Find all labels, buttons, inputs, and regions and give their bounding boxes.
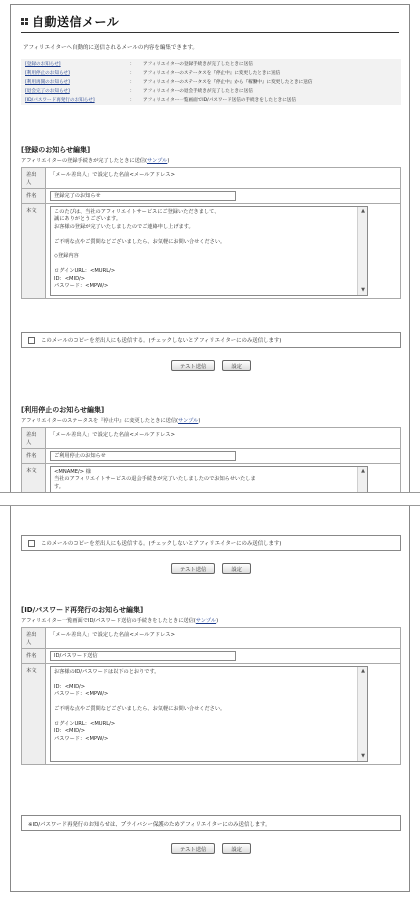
- suspend-actions: [11, 563, 411, 574]
- register-section: [21, 145, 401, 299]
- save-button[interactable]: 設定: [222, 360, 251, 371]
- body-line: お客様の登録が完了いたしましたのでご連絡申し上げます。: [54, 223, 194, 230]
- body-line: <MNAME/> 様: [54, 469, 91, 475]
- email-settings-panel: [10, 4, 410, 492]
- summary-link[interactable]: [利用停止のお知らせ]: [25, 70, 70, 76]
- email-form: [21, 427, 401, 492]
- vertical-scrollbar[interactable]: [357, 207, 367, 295]
- subject-label: 件名: [22, 449, 46, 464]
- summary-separator: ：: [129, 79, 135, 85]
- body-line: ID：<MID/>: [54, 275, 86, 282]
- section-description: アフィリエイターの登録手続きが完了したときに送信(サンプル): [21, 158, 170, 164]
- test-send-button[interactable]: テスト送信: [171, 360, 215, 371]
- test-send-button[interactable]: テスト送信: [171, 563, 215, 574]
- section-description: アフィリエイターのステータスを『停止中』に変更したときに送信(サンプル): [21, 418, 201, 424]
- body-line: ログインURL：<MURL/>: [54, 720, 116, 727]
- vertical-scrollbar[interactable]: [357, 667, 367, 761]
- body-line: [54, 676, 353, 683]
- page-title: 自動送信メール: [32, 15, 120, 29]
- email-settings-panel: [10, 506, 410, 892]
- sender-value: 「メール差出人」で設定した名前<メールアドレス>: [46, 428, 401, 449]
- body-line: このたびは、当社のアフィリエイトサービスにご登録いただきまして、: [54, 209, 220, 215]
- page-intro: アフィリエイターへ自動的に送信されるメールの内容を編集できます。: [23, 45, 198, 51]
- summary-separator: ：: [129, 89, 135, 95]
- title-divider: [21, 32, 399, 33]
- body-line: ◇登録内容: [54, 253, 79, 260]
- save-button[interactable]: 設定: [222, 843, 251, 854]
- scroll-up-icon[interactable]: ▲: [361, 208, 365, 214]
- reissue-section: [21, 605, 401, 765]
- body-line: パスワード：<MPW/>: [54, 283, 109, 290]
- subject-label: 件名: [22, 649, 46, 664]
- body-line: [54, 713, 353, 720]
- copy-to-sender-label: このメールのコピーを差出人にも送信する。(チェックしないとアフィリエイターにのみ送信します): [41, 541, 282, 547]
- scroll-down-icon[interactable]: ▼: [361, 753, 365, 759]
- summary-description: アフィリエイターの登録手続きが完了したときに送信: [143, 61, 253, 67]
- body-line: 当社のアフィリエイトサービスの退会手続きが完了いたしましたのでお知らせいたしま: [54, 476, 256, 483]
- body-line: ID：<MID/>: [54, 728, 86, 735]
- sender-label: 差出人: [22, 628, 46, 649]
- summary-link[interactable]: [登録のお知らせ]: [25, 61, 61, 67]
- copy-to-sender-option: [21, 332, 401, 348]
- section-description: アフィリエイター一覧画面でID/パスワード送信の手続きをしたときに送信(サンプル): [21, 618, 219, 624]
- sample-link[interactable]: サンプル: [147, 158, 168, 164]
- section-title: [利用停止のお知らせ編集]: [21, 406, 105, 414]
- summary-row: [21, 87, 401, 96]
- body-label: 本文: [22, 204, 46, 299]
- summary-row: [21, 59, 401, 68]
- summary-link[interactable]: [退会完了のお知らせ]: [25, 89, 70, 95]
- body-line: [54, 246, 353, 253]
- save-button[interactable]: 設定: [222, 563, 251, 574]
- body-line: お客様のID/パスワードは以下のとおりです。: [54, 669, 160, 675]
- sender-value: 「メール差出人」で設定した名前<メールアドレス>: [46, 168, 401, 189]
- privacy-note: ※ID/パスワード再発行のお知らせは、プライバシー保護のためアフィリエイターにのみ送信します。: [21, 815, 401, 831]
- grid-icon: [21, 18, 28, 25]
- summary-separator: ：: [129, 98, 135, 104]
- test-send-button[interactable]: テスト送信: [171, 843, 215, 854]
- body-line: [54, 699, 353, 706]
- body-line: ログインURL：<MURL/>: [54, 268, 116, 275]
- subject-input[interactable]: ID/パスワード送信: [50, 651, 236, 661]
- summary-description: アフィリエイターの退会手続きが完了したときに送信: [143, 89, 253, 95]
- copy-to-sender-label: このメールのコピーを差出人にも送信する。(チェックしないとアフィリエイターにのみ送信します): [41, 338, 282, 344]
- subject-input[interactable]: 登録完了のお知らせ: [50, 191, 236, 201]
- summary-separator: ：: [129, 61, 135, 67]
- scroll-up-icon[interactable]: ▲: [361, 468, 365, 474]
- body-label: 本文: [22, 664, 46, 765]
- screenshot-separator: [0, 492, 420, 506]
- sender-label: 差出人: [22, 428, 46, 449]
- summary-row: [21, 68, 401, 77]
- sample-link[interactable]: サンプル: [178, 418, 199, 424]
- body-textarea[interactable]: [50, 206, 368, 296]
- summary-separator: ：: [129, 70, 135, 76]
- body-line: [54, 231, 353, 238]
- screenshot-frame-bottom: [0, 506, 420, 898]
- body-line: パスワード：<MPW/>: [54, 735, 109, 742]
- body-textarea[interactable]: [50, 466, 368, 492]
- section-title: [登録のお知らせ編集]: [21, 146, 91, 154]
- summary-row: [21, 96, 401, 105]
- scroll-down-icon[interactable]: ▼: [361, 287, 365, 293]
- body-line: パスワード：<MPW/>: [54, 691, 109, 698]
- section-title: [ID/パスワード再発行のお知らせ編集]: [21, 606, 144, 614]
- reissue-actions: [11, 843, 411, 854]
- summary-link[interactable]: [利用再開のお知らせ]: [25, 79, 70, 85]
- summary-row: [21, 77, 401, 86]
- body-line: ご不明な点やご質問などございましたら、お気軽にお問い合せください。: [54, 238, 226, 245]
- subject-input[interactable]: ご利用停止のお知らせ: [50, 451, 236, 461]
- sender-value: 「メール差出人」で設定した名前<メールアドレス>: [46, 628, 401, 649]
- body-line: ID：<MID/>: [54, 683, 86, 690]
- sample-link[interactable]: サンプル: [195, 618, 217, 624]
- register-actions: [11, 360, 411, 371]
- body-line: す。: [54, 483, 64, 490]
- summary-link[interactable]: [ID/パスワード再発行のお知らせ]: [25, 98, 95, 104]
- body-textarea[interactable]: [50, 666, 368, 762]
- body-line: 誠にありがとうございます。: [54, 216, 122, 223]
- summary-description: アフィリエイターのステータスを『停止中』から『稼働中』に変更したときに送信: [143, 79, 313, 85]
- subject-label: 件名: [22, 189, 46, 204]
- vertical-scrollbar[interactable]: [357, 467, 367, 492]
- summary-description: アフィリエイター一覧画面でID/パスワード送信の手続きをしたときに送信: [143, 98, 296, 104]
- body-label: 本文: [22, 464, 46, 493]
- email-form: [21, 627, 401, 765]
- body-line: ご不明な点やご質問などございましたら、お気軽にお問い合せください。: [54, 706, 226, 712]
- notification-summary-table: [21, 59, 401, 105]
- copy-to-sender-checkbox[interactable]: [28, 337, 35, 344]
- suspend-section: [21, 405, 401, 492]
- summary-description: アフィリエイターのステータスを『停止中』に変更したときに送信: [143, 70, 281, 76]
- scroll-up-icon[interactable]: ▲: [361, 668, 365, 674]
- copy-to-sender-option: [21, 535, 401, 551]
- copy-to-sender-checkbox[interactable]: [28, 540, 35, 547]
- sender-label: 差出人: [22, 168, 46, 189]
- email-form: [21, 167, 401, 299]
- page-header: [21, 13, 119, 30]
